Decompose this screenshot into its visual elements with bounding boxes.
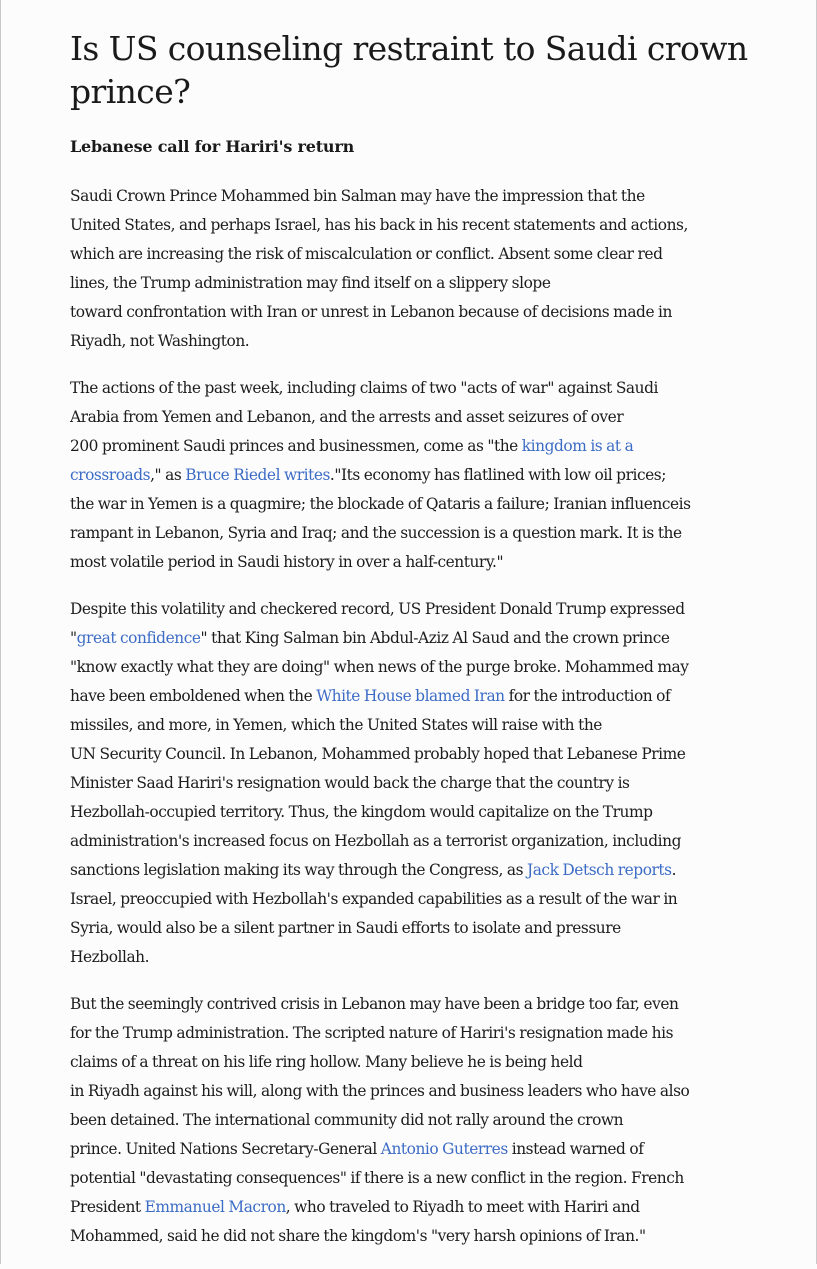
- text-line: administration's increased focus on Hezbollah as a terrorist organization, including: [70, 832, 682, 850]
- text-line: most volatile period in Saudi history in over a half-century.": [70, 553, 504, 571]
- text-line: potential "devastating consequences" if there is a new conflict in the region. French: [70, 1169, 684, 1187]
- text-line: in Riyadh against his will, along with the princes and business leaders who have also: [70, 1082, 690, 1100]
- text-fragment: President: [70, 1198, 145, 1216]
- antonio-guterres-link[interactable]: Antonio Guterres: [380, 1140, 508, 1158]
- kingdom-crossroads-link[interactable]: kingdom is at a crossroads: [70, 437, 634, 484]
- text-line: The actions of the past week, including claims of two "acts of war" against Saudi: [70, 379, 658, 397]
- text-line: missiles, and more, in Yemen, which the United States will raise with the: [70, 716, 602, 734]
- text-line: Riyadh, not Washington.: [70, 332, 250, 350]
- text-fragment: .: [671, 861, 677, 879]
- text-fragment: " that King Salman bin Abdul-Aziz Al Saud and the crown prince: [200, 629, 670, 647]
- text-line: UN Security Council. In Lebanon, Mohammed probably hoped that Lebanese Prime: [70, 745, 686, 763]
- text-line: Syria, would also be a silent partner in Saudi efforts to isolate and pressure: [70, 919, 621, 937]
- text-line: Saudi Crown Prince Mohammed bin Salman may have the impression that the: [70, 187, 645, 205]
- article-title: Is US counseling restraint to Saudi crown prince?: [70, 29, 748, 111]
- paragraph-4: [70, 990, 750, 1251]
- text-line: lines, the Trump administration may find itself on a slippery slope: [70, 274, 551, 292]
- text-fragment: ": [70, 629, 77, 647]
- paragraph-1: [70, 182, 750, 356]
- article: [70, 27, 750, 1269]
- emmanuel-macron-link[interactable]: Emmanuel Macron: [144, 1198, 286, 1216]
- paragraph-2: [70, 374, 750, 577]
- text-line: 200 prominent Saudi princes and businessmen, come as "the: [70, 437, 522, 455]
- text-fragment: ," as: [150, 466, 186, 484]
- text-fragment: prince. United Nations Secretary-General: [70, 1140, 381, 1158]
- text-fragment: instead warned of: [507, 1140, 644, 1158]
- text-line: toward confrontation with Iran or unrest in Lebanon because of decisions made in: [70, 303, 672, 321]
- text-line: for the Trump administration. The scripted nature of Hariri's resignation made his: [70, 1024, 674, 1042]
- text-line: "know exactly what they are doing" when news of the purge broke. Mohammed may: [70, 658, 689, 676]
- white-house-blamed-iran-link[interactable]: White House blamed Iran: [316, 687, 505, 705]
- paragraph-3: [70, 595, 750, 972]
- text-line: rampant in Lebanon, Syria and Iraq; and the succession is a question mark. It is the: [70, 524, 682, 542]
- text-line: Hezbollah.: [70, 948, 150, 966]
- text-fragment: have been emboldened when the: [70, 687, 317, 705]
- great-confidence-link[interactable]: great confidence: [76, 629, 201, 647]
- text-line: Arabia from Yemen and Lebanon, and the arrests and asset seizures of over: [70, 408, 624, 426]
- text-fragment: ."Its economy has flatlined with low oil prices;: [329, 466, 666, 484]
- text-fragment: sanctions legislation making its way through the Congress, as: [70, 861, 527, 879]
- text-line: Despite this volatility and checkered record, US President Donald Trump expressed: [70, 600, 685, 618]
- text-line: claims of a threat on his life ring hollow. Many believe he is being held: [70, 1053, 583, 1071]
- text-fragment: for the introduction of: [504, 687, 671, 705]
- text-line: Minister Saad Hariri's resignation would back the charge that the country is: [70, 774, 630, 792]
- text-line: Hezbollah-occupied territory. Thus, the kingdom would capitalize on the Trump: [70, 803, 653, 821]
- text-line: Israel, preoccupied with Hezbollah's expanded capabilities as a result of the war in: [70, 890, 678, 908]
- bruce-riedel-link[interactable]: Bruce Riedel writes: [185, 466, 330, 484]
- text-fragment: , who traveled to Riyadh to meet with Hariri and: [285, 1198, 640, 1216]
- text-line: But the seemingly contrived crisis in Lebanon may have been a bridge too far, even: [70, 995, 679, 1013]
- jack-detsch-link[interactable]: Jack Detsch reports: [526, 861, 672, 879]
- text-line: been detained. The international community did not rally around the crown: [70, 1111, 624, 1129]
- text-line: Mohammed, said he did not share the kingdom's "very harsh opinions of Iran.": [70, 1227, 646, 1245]
- article-subtitle: Lebanese call for Hariri's return: [70, 137, 355, 156]
- text-line: the war in Yemen is a quagmire; the blockade of Qataris a failure; Iranian influenceis: [70, 495, 691, 513]
- text-line: United States, and perhaps Israel, has his back in his recent statements and actions,: [70, 216, 688, 234]
- text-line: which are increasing the risk of miscalculation or conflict. Absent some clear red: [70, 245, 663, 263]
